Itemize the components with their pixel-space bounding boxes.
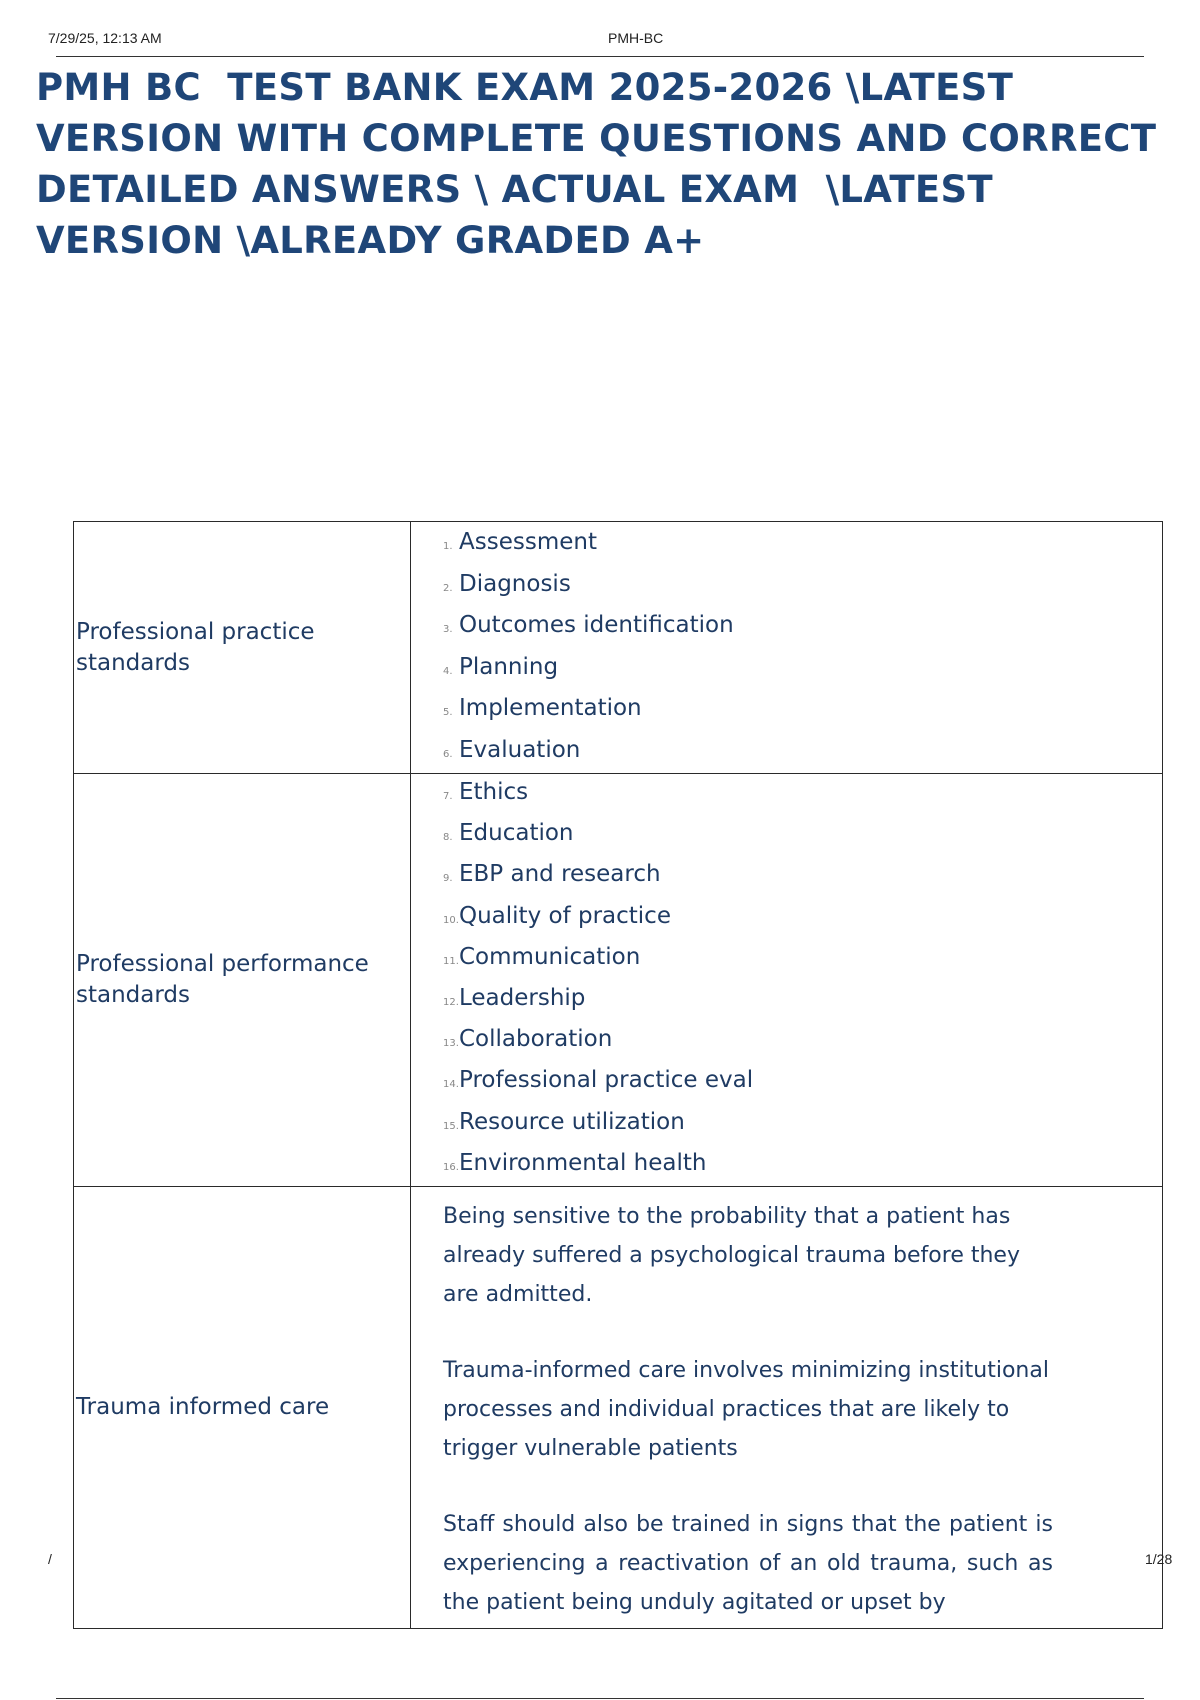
item-text: Collaboration <box>459 1026 613 1053</box>
list-item <box>443 1104 1162 1145</box>
list-item <box>443 566 1162 608</box>
table-row <box>74 774 1163 1187</box>
definition-paragraph: Being sensitive to the probability that a patient has already suffered a psychological trauma before they are admitted. <box>443 1204 1020 1308</box>
term-cell <box>74 774 411 1187</box>
item-text: EBP and research <box>459 861 661 888</box>
list-item <box>443 524 1162 566</box>
item-number: 13. <box>443 1038 459 1050</box>
item-text: Assessment <box>459 529 597 555</box>
term-text: Trauma informed care <box>76 1394 330 1421</box>
item-text: Ethics <box>459 779 529 805</box>
item-number: 14. <box>443 1079 459 1091</box>
list-item <box>443 898 1162 939</box>
term-cell <box>74 1187 411 1629</box>
item-text: Leadership <box>459 985 586 1012</box>
list-item <box>443 939 1162 980</box>
header-datetime: 7/29/25, 12:13 AM <box>48 30 162 46</box>
page-number: 1/28 <box>1145 1551 1173 1567</box>
item-number: 6. <box>443 748 453 760</box>
footer-left: / <box>48 1551 52 1567</box>
header-divider <box>56 56 1144 57</box>
list-item <box>443 980 1162 1021</box>
list-item <box>443 607 1162 649</box>
term-text: Professional practice standards <box>76 618 315 676</box>
item-number: 8. <box>443 832 453 844</box>
item-number: 16. <box>443 1161 459 1173</box>
definition-cell <box>411 1187 1163 1629</box>
item-number: 4. <box>443 665 453 677</box>
item-text: Diagnosis <box>459 570 571 597</box>
item-text: Outcomes identification <box>459 612 734 638</box>
definition-cell <box>411 522 1163 774</box>
header-doc-title: PMH-BC <box>608 30 664 46</box>
table-row <box>74 522 1163 774</box>
item-number: 10. <box>443 914 459 926</box>
item-number: 2. <box>443 582 453 594</box>
definition-cell <box>411 774 1163 1187</box>
page-title: PMH BC TEST BANK EXAM 2025-2026 \LATEST VERSION WITH COMPLETE QUESTIONS AND CORRECT DETAILED ANSWERS \ ACTUAL EXAM \LATEST VERSION \ALREADY GRADED A+ <box>36 66 1170 262</box>
item-text: Evaluation <box>459 736 581 763</box>
term-text: Professional performance standards <box>76 951 369 1009</box>
list-item <box>443 1062 1162 1103</box>
item-number: 9. <box>443 873 453 885</box>
standards-list <box>443 522 1162 773</box>
item-text: Environmental health <box>459 1149 707 1176</box>
list-item <box>443 815 1162 856</box>
item-text: Quality of practice <box>459 902 671 929</box>
list-item <box>443 732 1162 774</box>
definition-paragraph: Trauma-informed care involves minimizing institutional processes and individual practices that are likely to trigger vulnerable patients <box>443 1358 1049 1462</box>
list-item <box>443 856 1162 897</box>
standards-list <box>443 774 1162 1186</box>
item-number: 5. <box>443 707 453 718</box>
item-number: 15. <box>443 1120 459 1132</box>
item-number: 3. <box>443 624 453 635</box>
flashcard-table <box>73 521 1163 1629</box>
item-text: Implementation <box>459 695 642 721</box>
item-text: Professional practice eval <box>459 1067 754 1094</box>
item-number: 7. <box>443 791 453 802</box>
list-item <box>443 1021 1162 1062</box>
list-item <box>443 690 1162 732</box>
term-cell <box>74 522 411 774</box>
list-item <box>443 774 1162 815</box>
list-item <box>443 649 1162 691</box>
item-text: Education <box>459 820 574 847</box>
item-text: Resource utilization <box>459 1108 685 1135</box>
item-number: 11. <box>443 955 459 967</box>
item-text: Communication <box>459 943 641 970</box>
definition-paragraph: Staff should also be trained in signs that the patient is experiencing a reactivation of an old trauma, such as the patient being unduly agitated or upset by <box>443 1512 1053 1616</box>
list-item <box>443 1145 1162 1186</box>
table-row <box>74 1187 1163 1629</box>
item-number: 1. <box>443 541 453 552</box>
item-number: 12. <box>443 997 459 1009</box>
footer-divider <box>56 1698 1144 1699</box>
item-text: Planning <box>459 653 559 680</box>
